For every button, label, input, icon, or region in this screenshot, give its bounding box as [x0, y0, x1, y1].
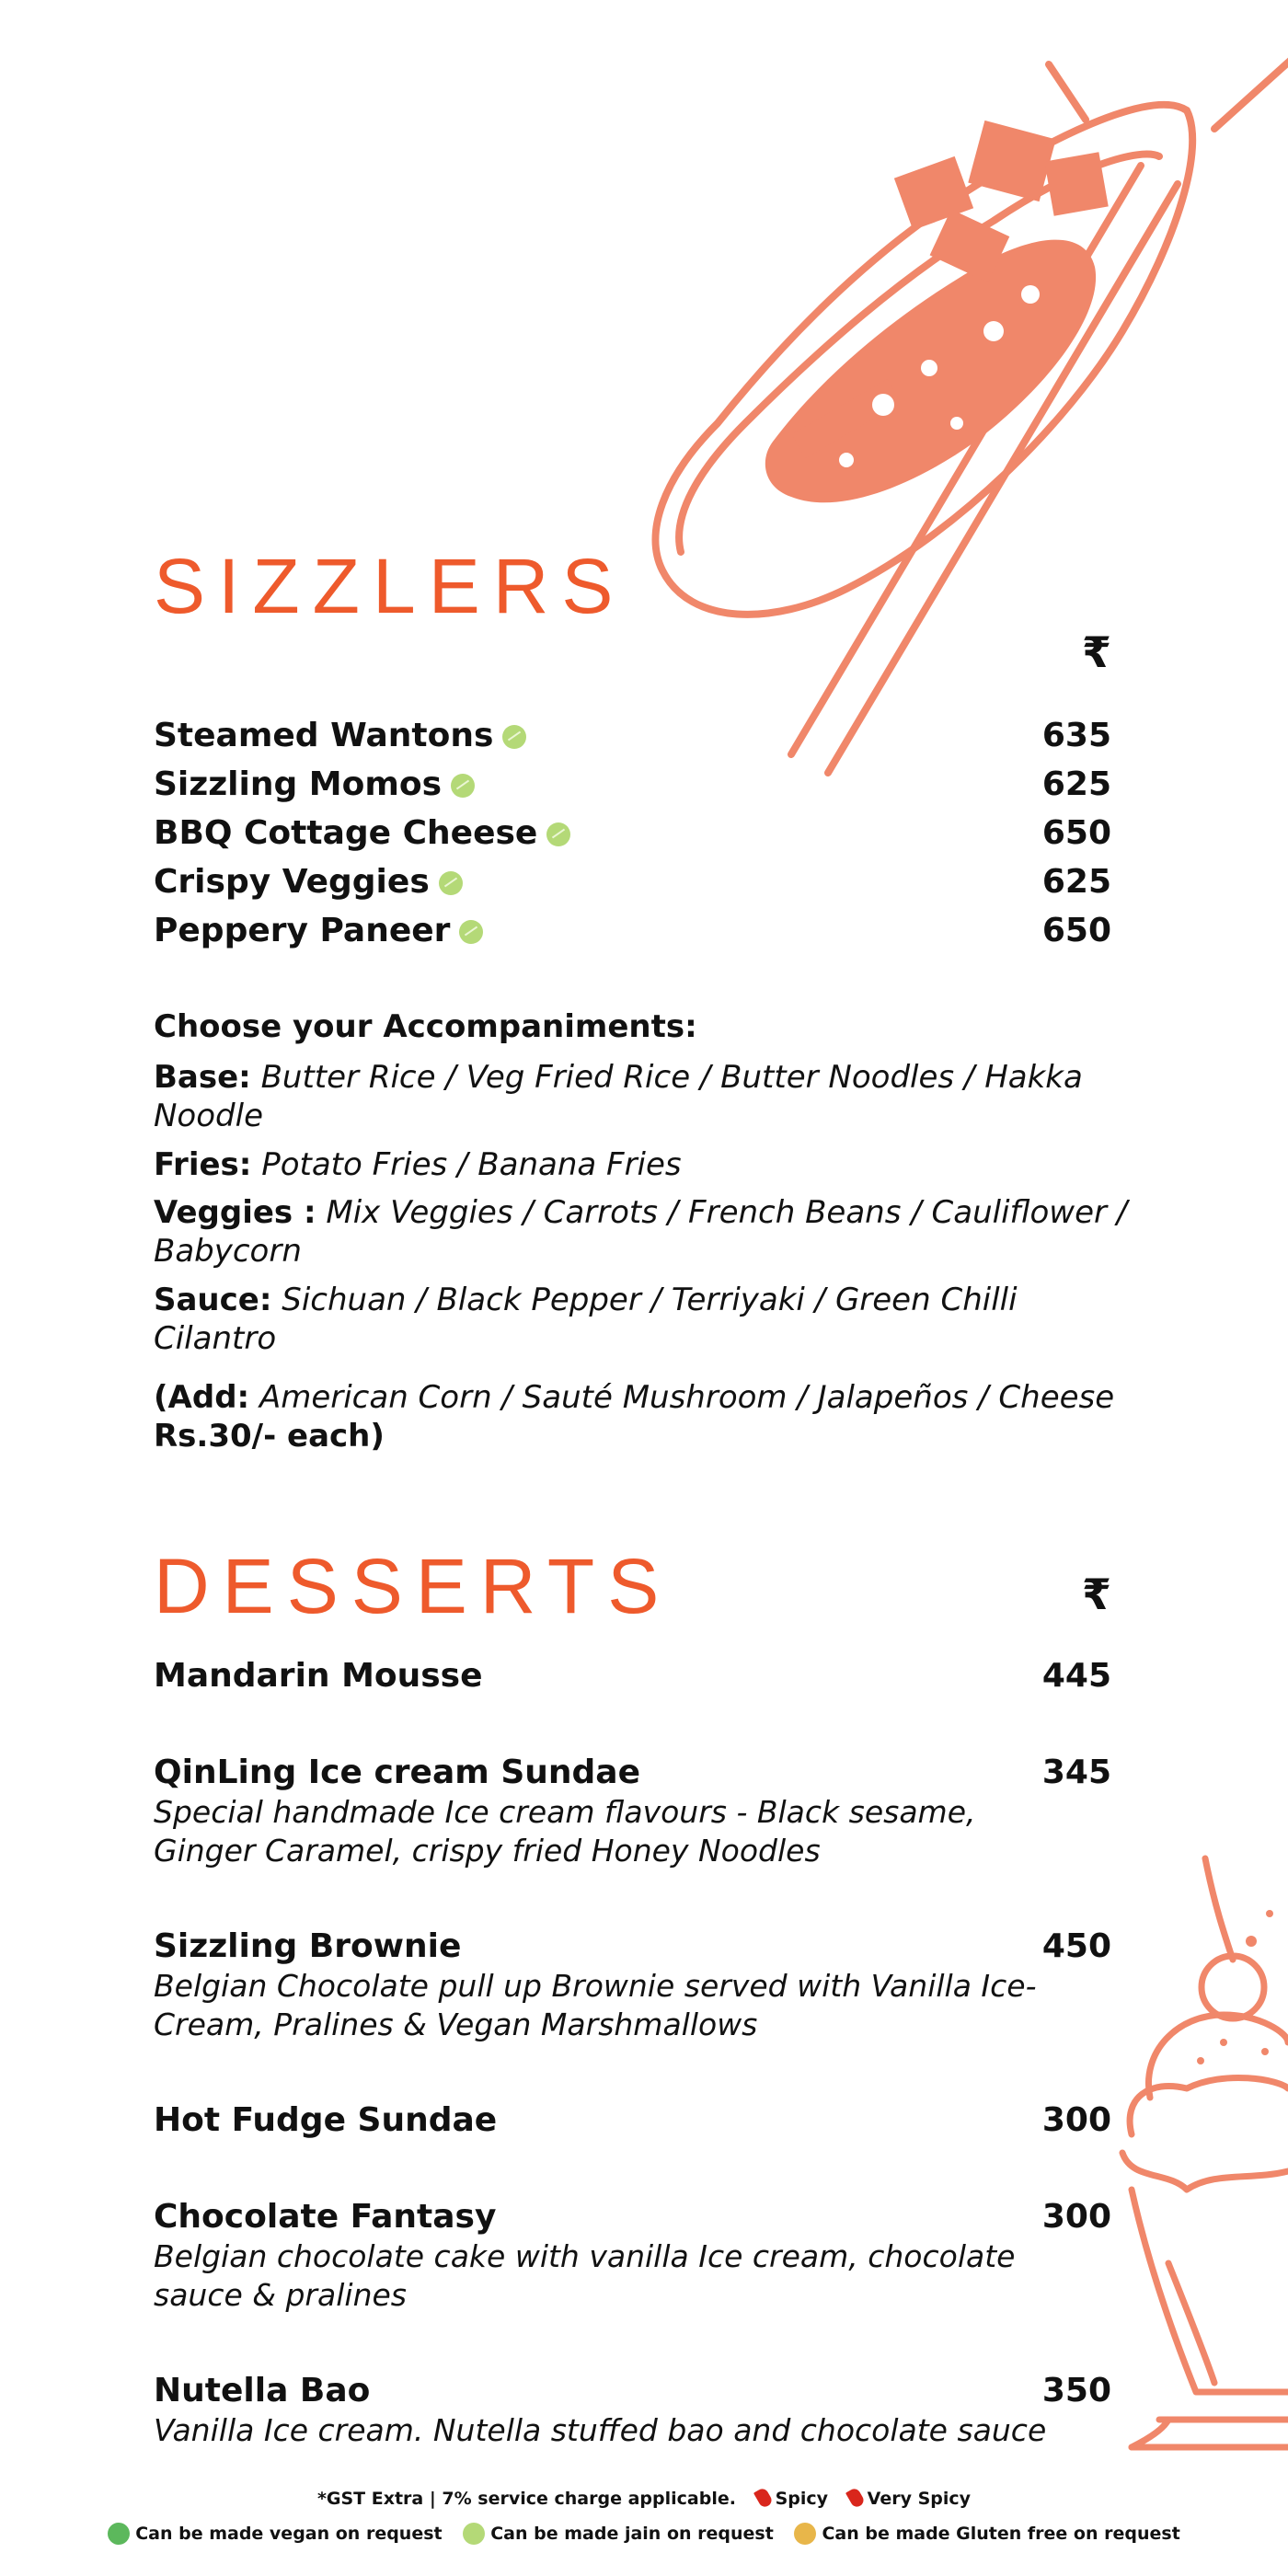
desserts-title: DESSERTS	[154, 1543, 673, 1629]
base-text: Butter Rice / Veg Fried Rice / Butter Noodles / Hakka Noodle	[154, 1059, 1083, 1134]
item-price: 650	[1041, 912, 1111, 949]
dessert-name: Chocolate Fantasy	[154, 2198, 497, 2236]
vegan-check-icon	[108, 2523, 130, 2545]
dessert-price: 445	[1041, 1657, 1111, 1695]
double-chili-icon	[845, 2487, 866, 2509]
item-name: BBQ Cottage Cheese	[154, 814, 538, 852]
addons-text: American Corn / Sauté Mushroom / Jalapeños / Cheese	[259, 1379, 1115, 1416]
dessert-name: Hot Fudge Sundae	[154, 2101, 498, 2139]
jain-leaf-icon	[451, 774, 475, 798]
sizzler-plate-illustration	[607, 55, 1288, 791]
dessert-name: Mandarin Mousse	[154, 1657, 483, 1695]
dessert-price: 300	[1041, 2101, 1111, 2139]
sundae-illustration	[1113, 1831, 1288, 2466]
jain-legend: Can be made jain on request	[463, 2524, 774, 2544]
footer-legend	[0, 2523, 1288, 2545]
dessert-description: Vanilla Ice cream. Nutella stuffed bao and chocolate sauce	[154, 2412, 1047, 2448]
item-price: 625	[1041, 765, 1111, 803]
menu-item	[154, 811, 1111, 857]
dessert-description: Special handmade Ice cream flavours - Black sesame, Ginger Caramel, crispy fried Honey Noodles	[154, 1794, 976, 1869]
item-price: 625	[1041, 863, 1111, 901]
dessert-price: 350	[1041, 2372, 1111, 2409]
addons-price-note: Rs.30/- each)	[154, 1418, 385, 1455]
dessert-item	[154, 2371, 1111, 2450]
item-name: Peppery Paneer	[154, 912, 451, 949]
base-options	[154, 1058, 1129, 1135]
dessert-item	[154, 2100, 1111, 2141]
fries-text: Potato Fries / Banana Fries	[261, 1146, 682, 1183]
veggies-options	[154, 1193, 1129, 1271]
dessert-item	[154, 1753, 1111, 1870]
dessert-description: Belgian chocolate cake with vanilla Ice cream, chocolate sauce & pralines	[154, 2238, 1016, 2313]
sauce-label: Sauce:	[154, 1282, 272, 1318]
accompaniments-heading: Choose your Accompaniments:	[154, 1008, 697, 1045]
jain-leaf-icon	[502, 725, 526, 749]
dessert-name: Nutella Bao	[154, 2372, 371, 2409]
desserts-currency-symbol: ₹	[1081, 1570, 1111, 1619]
menu-item	[154, 713, 1111, 759]
fries-options	[154, 1145, 1129, 1184]
fries-label: Fries:	[154, 1146, 252, 1183]
item-name: Crispy Veggies	[154, 863, 430, 901]
gst-note: *GST Extra | 7% service charge applicable.	[316, 2489, 736, 2509]
spicy-legend: Spicy	[757, 2489, 828, 2509]
item-price: 635	[1041, 717, 1111, 754]
menu-item	[154, 859, 1111, 905]
addons-label: (Add:	[154, 1379, 250, 1416]
footer-notes	[0, 2489, 1288, 2509]
jain-leaf-icon	[459, 920, 483, 944]
dessert-price: 300	[1041, 2198, 1111, 2236]
dessert-name: QinLing Ice cream Sundae	[154, 1754, 640, 1791]
jain-leaf-icon	[463, 2523, 485, 2545]
base-label: Base:	[154, 1059, 251, 1096]
menu-item	[154, 762, 1111, 808]
sizzlers-title: SIZZLERS	[154, 543, 627, 629]
gluten-legend: Can be made Gluten free on request	[794, 2524, 1179, 2544]
menu-item	[154, 908, 1111, 954]
veggies-text: Mix Veggies / Carrots / French Beans / Cauliflower / Babycorn	[154, 1194, 1128, 1270]
sauce-text: Sichuan / Black Pepper / Terriyaki / Green Chilli Cilantro	[154, 1282, 1018, 1357]
very-spicy-legend: Very Spicy	[849, 2489, 971, 2509]
dessert-description: Belgian Chocolate pull up Brownie served with Vanilla Ice-Cream, Pralines & Vegan Marshmallows	[154, 1968, 1037, 2042]
dessert-item	[154, 2197, 1111, 2315]
dessert-price: 450	[1041, 1927, 1111, 1965]
dessert-item	[154, 1926, 1111, 2044]
item-price: 650	[1041, 814, 1111, 852]
vegan-legend: Can be made vegan on request	[108, 2524, 442, 2544]
dessert-price: 345	[1041, 1754, 1111, 1791]
jain-leaf-icon	[439, 871, 463, 895]
dessert-name: Sizzling Brownie	[154, 1927, 462, 1965]
addons	[154, 1378, 1129, 1455]
sauce-options	[154, 1281, 1129, 1358]
item-name: Steamed Wantons	[154, 717, 494, 754]
dessert-item	[154, 1656, 1111, 1696]
veggies-label: Veggies :	[154, 1194, 316, 1231]
jain-leaf-icon	[546, 822, 570, 846]
sizzlers-currency-symbol: ₹	[1081, 627, 1111, 677]
chili-icon	[753, 2487, 774, 2509]
item-name: Sizzling Momos	[154, 765, 443, 803]
gluten-free-icon	[794, 2523, 816, 2545]
